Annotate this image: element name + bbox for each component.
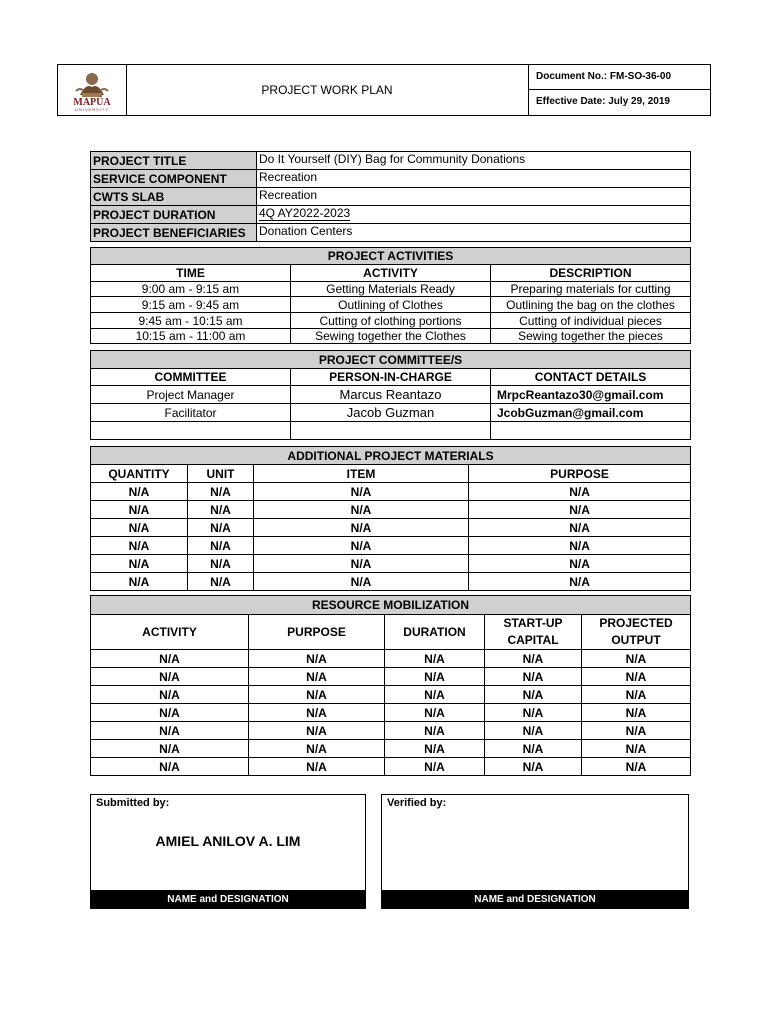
info-value: Recreation (257, 170, 691, 188)
activities-table (90, 247, 691, 344)
cell-purpose: N/A (249, 668, 385, 686)
cell-activity: N/A (91, 686, 249, 704)
cell-committee (91, 422, 291, 440)
cell-quantity: N/A (91, 483, 188, 501)
cell-purpose: N/A (469, 483, 691, 501)
cell-purpose: N/A (249, 650, 385, 668)
cell-startup-capital: N/A (485, 686, 582, 704)
cell-duration: N/A (385, 722, 485, 740)
cell-contact: MrpcReantazo30@gmail.com (491, 386, 691, 404)
cell-projected-output: N/A (582, 686, 691, 704)
logo-text: MAPÚA (73, 97, 111, 108)
info-label: PROJECT BENEFICIARIES (91, 224, 257, 242)
cell-activity: N/A (91, 704, 249, 722)
table-row (91, 668, 691, 686)
cell-activity: Sewing together the Clothes (291, 329, 491, 344)
submitted-by-name: AMIEL ANILOV A. LIM (155, 833, 301, 849)
project-info-table (90, 151, 691, 242)
cell-purpose: N/A (469, 555, 691, 573)
col-header-person: PERSON-IN-CHARGE (291, 369, 491, 386)
cell-startup-capital: N/A (485, 704, 582, 722)
info-value-text: 4Q AY2022-2023 (259, 206, 351, 220)
col-header-quantity: QUANTITY (91, 465, 188, 483)
activities-header-row (91, 265, 691, 282)
col-header-time: TIME (91, 265, 291, 282)
cell-time: 9:45 am - 10:15 am (91, 313, 291, 329)
cell-startup-capital: N/A (485, 722, 582, 740)
cell-purpose: N/A (249, 704, 385, 722)
info-row (91, 224, 691, 242)
info-label: CWTS SLAB (91, 188, 257, 206)
materials-title: ADDITIONAL PROJECT MATERIALS (91, 447, 691, 465)
logo-cell (58, 65, 127, 115)
table-row (91, 422, 691, 440)
table-row (91, 537, 691, 555)
cell-contact: JcobGuzman@gmail.com (491, 404, 691, 422)
cell-unit: N/A (188, 537, 254, 555)
info-row (91, 152, 691, 170)
table-row (91, 722, 691, 740)
col-header-purpose: PURPOSE (469, 465, 691, 483)
cell-projected-output: N/A (582, 650, 691, 668)
cell-quantity: N/A (91, 555, 188, 573)
cell-unit: N/A (188, 501, 254, 519)
cell-duration: N/A (385, 650, 485, 668)
materials-table (90, 446, 691, 591)
cell-activity: N/A (91, 722, 249, 740)
table-row (91, 386, 691, 404)
cell-projected-output: N/A (582, 704, 691, 722)
resources-title: RESOURCE MOBILIZATION (91, 596, 691, 615)
cell-duration: N/A (385, 740, 485, 758)
cell-activity: N/A (91, 740, 249, 758)
col-header-unit: UNIT (188, 465, 254, 483)
table-row (91, 501, 691, 519)
cell-startup-capital: N/A (485, 740, 582, 758)
cell-startup-capital: N/A (485, 758, 582, 776)
cell-unit: N/A (188, 519, 254, 537)
col-header-description: DESCRIPTION (491, 265, 691, 282)
cell-activity: N/A (91, 758, 249, 776)
resources-header-row (91, 615, 691, 650)
cell-item: N/A (254, 573, 469, 591)
cell-quantity: N/A (91, 501, 188, 519)
cell-item: N/A (254, 483, 469, 501)
cell-unit: N/A (188, 483, 254, 501)
info-label: SERVICE COMPONENT (91, 170, 257, 188)
table-row (91, 519, 691, 537)
cell-description: Outlining the bag on the clothes (491, 297, 691, 313)
cell-duration: N/A (385, 686, 485, 704)
table-row (91, 555, 691, 573)
table-row (91, 483, 691, 501)
cell-duration: N/A (385, 758, 485, 776)
verified-by-box (381, 794, 689, 909)
cell-time: 9:15 am - 9:45 am (91, 297, 291, 313)
info-row (91, 206, 691, 224)
cell-activity: N/A (91, 650, 249, 668)
table-row (91, 704, 691, 722)
materials-header-row (91, 465, 691, 483)
cell-duration: N/A (385, 668, 485, 686)
cell-time: 9:00 am - 9:15 am (91, 282, 291, 297)
document-header (57, 64, 711, 116)
cell-committee: Project Manager (91, 386, 291, 404)
table-row (91, 650, 691, 668)
cell-projected-output: N/A (582, 668, 691, 686)
cell-projected-output: N/A (582, 758, 691, 776)
table-row (91, 686, 691, 704)
verified-by-label: Verified by: (387, 797, 447, 809)
col-header-purpose: PURPOSE (249, 615, 385, 650)
cell-purpose: N/A (249, 686, 385, 704)
table-row (91, 573, 691, 591)
cell-item: N/A (254, 501, 469, 519)
table-row (91, 740, 691, 758)
cell-purpose: N/A (469, 519, 691, 537)
table-row (91, 297, 691, 313)
cell-projected-output: N/A (582, 740, 691, 758)
cell-purpose: N/A (469, 573, 691, 591)
col-header-projected-output: PROJECTED OUTPUT (582, 615, 691, 650)
cell-time: 10:15 am - 11:00 am (91, 329, 291, 344)
activities-title: PROJECT ACTIVITIES (91, 248, 691, 265)
cell-person: Marcus Reantazo (291, 386, 491, 404)
info-row (91, 170, 691, 188)
info-row (91, 188, 691, 206)
page-title: PROJECT WORK PLAN (126, 65, 529, 115)
cell-purpose: N/A (249, 722, 385, 740)
cell-activity: Cutting of clothing portions (291, 313, 491, 329)
logo-subtext: UNIVERSITY (74, 107, 109, 112)
table-row (91, 282, 691, 297)
col-header-duration: DURATION (385, 615, 485, 650)
submitted-by-label: Submitted by: (96, 797, 170, 809)
document-number: Document No.: FM-SO-36-00 (528, 65, 710, 90)
info-value: Recreation (257, 188, 691, 206)
cell-item: N/A (254, 555, 469, 573)
committee-table (90, 350, 691, 440)
col-header-committee: COMMITTEE (91, 369, 291, 386)
table-row (91, 758, 691, 776)
cell-activity: N/A (91, 668, 249, 686)
submitted-name-designation-bar: NAME and DESIGNATION (90, 890, 366, 909)
cell-purpose: N/A (469, 537, 691, 555)
table-row (91, 404, 691, 422)
cell-activity: Outlining of Clothes (291, 297, 491, 313)
cell-startup-capital: N/A (485, 650, 582, 668)
cell-item: N/A (254, 519, 469, 537)
info-value (257, 206, 691, 224)
cell-purpose: N/A (249, 740, 385, 758)
cell-purpose: N/A (469, 501, 691, 519)
info-label: PROJECT TITLE (91, 152, 257, 170)
table-row (91, 313, 691, 329)
cell-description: Preparing materials for cutting (491, 282, 691, 297)
effective-date: Effective Date: July 29, 2019 (536, 96, 670, 107)
col-header-activity: ACTIVITY (291, 265, 491, 282)
cell-activity: Getting Materials Ready (291, 282, 491, 297)
col-header-item: ITEM (254, 465, 469, 483)
col-header-startup-capital: START-UP CAPITAL (485, 615, 582, 650)
verified-name-designation-bar: NAME and DESIGNATION (381, 890, 689, 909)
cell-committee: Facilitator (91, 404, 291, 422)
table-row (91, 329, 691, 344)
cell-quantity: N/A (91, 573, 188, 591)
cell-item: N/A (254, 537, 469, 555)
cell-description: Sewing together the pieces (491, 329, 691, 344)
cell-person (291, 422, 491, 440)
info-value: Donation Centers (257, 224, 691, 242)
cell-unit: N/A (188, 555, 254, 573)
cell-unit: N/A (188, 573, 254, 591)
cell-quantity: N/A (91, 537, 188, 555)
cell-duration: N/A (385, 704, 485, 722)
cell-person: Jacob Guzman (291, 404, 491, 422)
cell-quantity: N/A (91, 519, 188, 537)
col-header-activity: ACTIVITY (91, 615, 249, 650)
info-label: PROJECT DURATION (91, 206, 257, 224)
cell-purpose: N/A (249, 758, 385, 776)
cell-startup-capital: N/A (485, 668, 582, 686)
info-value: Do It Yourself (DIY) Bag for Community Donations (257, 152, 691, 170)
committee-header-row (91, 369, 691, 386)
committee-title: PROJECT COMMITTEE/S (91, 351, 691, 369)
cell-projected-output: N/A (582, 722, 691, 740)
resources-table (90, 595, 691, 776)
cell-description: Cutting of individual pieces (491, 313, 691, 329)
cell-contact (491, 422, 691, 440)
col-header-contact: CONTACT DETAILS (491, 369, 691, 386)
submitted-by-box (90, 794, 366, 909)
